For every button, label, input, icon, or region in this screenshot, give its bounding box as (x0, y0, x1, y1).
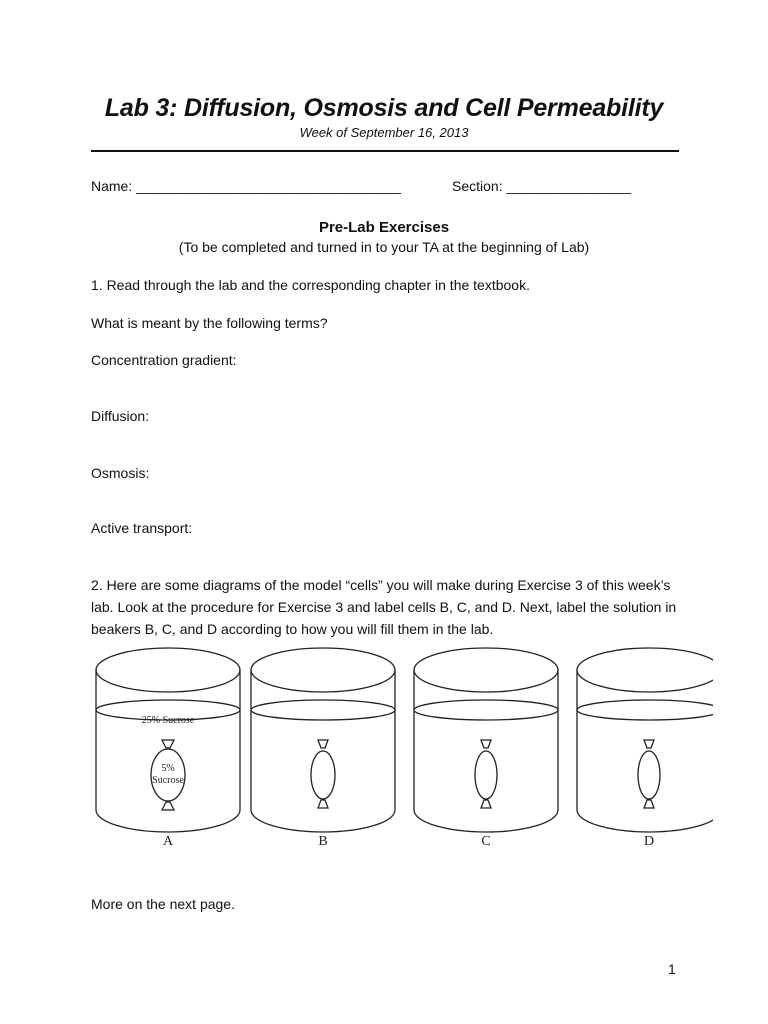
term-active-transport: Active transport: (91, 520, 193, 536)
beaker-a (96, 648, 240, 849)
title-divider (91, 150, 679, 152)
name-field-line: Name: __________________________________ (91, 178, 401, 194)
more-on-next-page: More on the next page. (91, 896, 235, 912)
term-diffusion: Diffusion: (91, 408, 150, 424)
beaker-c (414, 648, 558, 849)
prelab-heading: Pre-Lab Exercises (318, 219, 450, 236)
beaker-diagram (88, 640, 713, 855)
page-subtitle: Week of September 16, 2013 (299, 125, 469, 140)
page-number: 1 (668, 961, 676, 977)
cell-a-label-line1: 5% (161, 763, 175, 774)
beaker-b (251, 648, 395, 849)
prelab-note: (To be completed and turned in to your TA at the beginning of Lab) (178, 239, 590, 255)
term-concentration-gradient: Concentration gradient: (91, 352, 237, 368)
beaker-d (577, 648, 713, 849)
cell-c (475, 740, 497, 808)
cell-d (638, 740, 660, 808)
term-osmosis: Osmosis: (91, 465, 150, 481)
beaker-a-label: A (162, 834, 174, 849)
cell-b (311, 740, 335, 808)
beaker-c-label: C (481, 834, 491, 849)
cell-a-label-line2: Sucrose (152, 775, 184, 786)
question-2: 2. Here are some diagrams of the model “cells” you will make during Exercise 3 of this week’s lab. Look at the procedure for Exercise 3 and label cells B, C, and D. Next, label the solution in beakers B, C, and D according to how you will fill them in the lab. (91, 577, 677, 637)
section-field-line: Section: ________________ (452, 178, 632, 194)
beaker-b-label: B (318, 834, 328, 849)
page-title: Lab 3: Diffusion, Osmosis and Cell Permeability (104, 94, 664, 122)
terms-question: What is meant by the following terms? (91, 315, 328, 331)
question-1: 1. Read through the lab and the corresponding chapter in the textbook. (91, 277, 530, 293)
beaker-a-solution-label: 25% Sucrose (141, 715, 195, 726)
beaker-d-label: D (643, 834, 655, 849)
